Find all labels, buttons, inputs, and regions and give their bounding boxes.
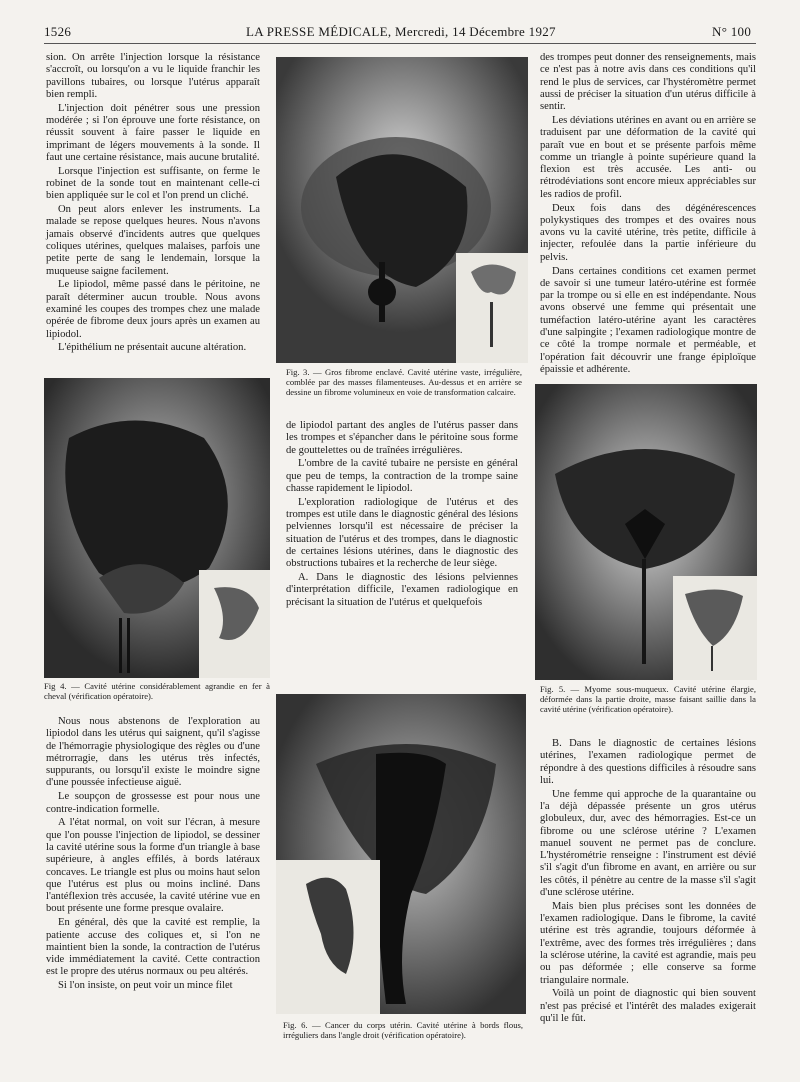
paragraph: Mais bien plus précises sont les données de l'examen radiologique. Dans le fibrome, la cavité utérine est très agrandie, toujours déformée à l'extrême, avec des formes très irrégulières ; dans la sclérose utérine, la cavité est agrandie, mais peu ou pas déformée ; elle conserve sa forme triangulaire normale. <box>540 900 756 986</box>
paragraph: A l'état normal, on voit sur l'écran, à mesure que l'on pousse l'injection de lipiodol, se dessiner la cavité utérine sous la forme d'un triangle à base supérieure, à angles effilés, à bords latéraux concaves. Le triangle est plus ou moins haut selon que l'utérus est plus ou moins incliné. Dans l'antéflexion très accusée, la cavité utérine vue en bout présente une forme presque ovalaire. <box>46 817 260 915</box>
column-1-bottom-text <box>46 716 260 993</box>
paragraph: L'ombre de la cavité tubaire ne persiste en général que peu de temps, la contraction de la trompe saine chasse rapidement le lipiodol. <box>286 458 518 494</box>
figure-3-radiograph <box>276 57 528 363</box>
figure-4-caption: Fig 4. — Cavité utérine considérablement agrandie en fer à cheval (vérification opératoire). <box>44 681 270 701</box>
page-number: 1526 <box>44 24 72 39</box>
paragraph: Une femme qui approche de la quarantaine ou l'a déjà dépassée présente un gros utérus globuleux, dur, avec des hémorragies. Est-ce un fibrome ou une sclérose utérine ? L'examen manuel souvent ne permet pas de conclure. L'hystérométrie renseigne : l'instrument est dévié s'il s'agit d'un fibrome en avant, en arrière ou sur les côtés, il pénètre au centre de la masse s'il s'agit d'une sclérose utérine. <box>540 788 756 899</box>
paragraph: Deux fois dans des dégénérescences polykystiques des trompes et des ovaires nous avons vu la cavité utérine, très petite, difficile à injecter, refoulée dans la partie inférieure du pelvis. <box>540 202 756 263</box>
paragraph: Nous nous abstenons de l'exploration au lipiodol dans les utérus qui saignent, qu'il s'agisse de l'hémorragie physiologique des règles ou d'une métrorragie, dans les utérus très infectés, suppurants, ou lorsqu'il existe le moindre signe d'une poussée infectieuse aiguë. <box>46 716 260 789</box>
paragraph: Dans certaines conditions cet examen permet de savoir si une tumeur latéro-utérine est formée par la trompe ou si elle en est indépendante. Nous avons observé une femme qui présentait une tuméfaction latéro-utérine ayant les caractères d'une salpingite ; l'examen radiologique montre de ce côté la trompe normale et perméable, et l'opération fait découvrir une frange épiploïque épaissie et adhérente. <box>540 265 756 375</box>
paragraph: Lorsque l'injection est suffisante, on ferme le robinet de la sonde tout en maintenant celle-ci bien appliquée sur le col et l'on prend un cliché. <box>46 165 260 202</box>
paragraph: Voilà un point de diagnostic qui bien souvent n'est pas précisé et l'intérêt des malades exigerait qu'il le fût. <box>540 988 756 1025</box>
paragraph: Si l'on insiste, on peut voir un mince filet <box>58 980 233 992</box>
issue-number: N° 100 <box>712 24 752 39</box>
paragraph: L'injection doit pénétrer sous une pression modérée ; si l'on éprouve une forte résistance, on réussit souvent à faire passer le liquide en imprimant de légers mouvements à la sonde. Il faut une certaine résistance, mais aucune brutalité. <box>46 102 260 163</box>
column-3-top-text <box>540 52 756 376</box>
paragraph: A. Dans le diagnostic des lésions pelviennes d'interprétation difficile, l'examen radiologique en précisant la situation de l'utérus et quelquefois <box>286 572 518 608</box>
figure-3-caption: Fig. 3. — Gros fibrome enclavé. Cavité utérine vaste, irrégulière, comblée par des masses filamenteuses. Au-dessus et en arrière se dessine un fibrome volumineux en voie de transformation calcaire. <box>286 367 522 397</box>
paragraph: L'épithélium ne présentait aucune altération. <box>58 342 247 354</box>
figure-6-caption: Fig. 6. — Cancer du corps utérin. Cavité utérine à bords flous, irréguliers dans l'angle droit (vérification opératoire). <box>283 1020 523 1040</box>
page-header <box>0 0 800 44</box>
paragraph: des trompes peut donner des renseignements, mais ce n'est pas à notre avis dans ces conditions qu'il rend le plus de services, car l'hystéromètre permet aussi de préciser la situation d'un utérus difficile à sentir. <box>540 52 756 113</box>
paragraph: En général, dès que la cavité est remplie, la patiente accuse des coliques et, si l'on ne maintient bien la sonde, la contraction de l'utérus vide immédiatement la cavité. Cette contraction est le propre des utérus normaux ou peu altérés. <box>46 917 260 978</box>
paragraph: L'exploration radiologique de l'utérus et des trompes est utile dans le diagnostic général des lésions pelviennes lorsqu'il est nécessaire de préciser la situation de l'utérus et des trompes, dans le diagnostic de certaines lésions utérines, dans le diagnostic des obstructions tubaires et la recherche de leur siège. <box>286 496 518 570</box>
paragraph: sion. On arrête l'injection lorsque la résistance s'accroît, ou lorsqu'on a vu le liquide franchir les pavillons tubaires, ou lorsque l'utérus apparaît bien rempli. <box>46 52 260 100</box>
journal-title: LA PRESSE MÉDICALE, Mercredi, 14 Décembre 1927 <box>246 24 556 39</box>
figure-4-radiograph <box>44 378 270 678</box>
column-2-text <box>286 420 518 609</box>
paragraph: Les déviations utérines en avant ou en arrière se traduisent par une déformation de la cavité qui paraît vue en bout et se présente parfois même comme un triangle à pointe supérieure quand la flexion est très accusée. Les anti- ou rétrodéviations sont encore mieux appréciables sur les radios de profil. <box>540 114 756 200</box>
paragraph: de lipiodol partant des angles de l'utérus passer dans les trompes et s'épancher dans le péritoine sous forme de gouttelettes ou de traînées irrégulières. <box>286 420 518 456</box>
paragraph: Le lipiodol, même passé dans le péritoine, ne paraît déterminer aucun trouble. Nous avons examiné les coupes des trompes chez une malade opérée de fibrome deux jours après un examen au lipiodol. <box>46 279 260 340</box>
paragraph: B. Dans le diagnostic de certaines lésions utérines, l'examen radiologique permet de répondre à des questions difficiles à résoudre sans lui. <box>540 738 756 786</box>
paragraph: Le soupçon de grossesse est pour nous une contre-indication formelle. <box>46 791 260 815</box>
column-3-bottom-text <box>540 738 756 1025</box>
figure-5-radiograph <box>535 384 757 680</box>
figure-6-radiograph <box>276 694 526 1014</box>
column-1-top-text <box>46 52 260 355</box>
header-rule <box>44 43 756 44</box>
figure-5-caption: Fig. 5. — Myome sous-muqueux. Cavité utérine élargie, déformée dans la partie droite, masse faisant saillie dans la cavité utérine (vérification opératoire). <box>540 684 756 714</box>
paragraph: On peut alors enlever les instruments. La malade se repose quelques heures. Nous n'avons jamais observé d'incidents autres que quelques coliques utérines, quelques malaises, parfois une petite perte de sang le lendemain, lorsque la muqueuse saigne facilement. <box>46 204 260 277</box>
